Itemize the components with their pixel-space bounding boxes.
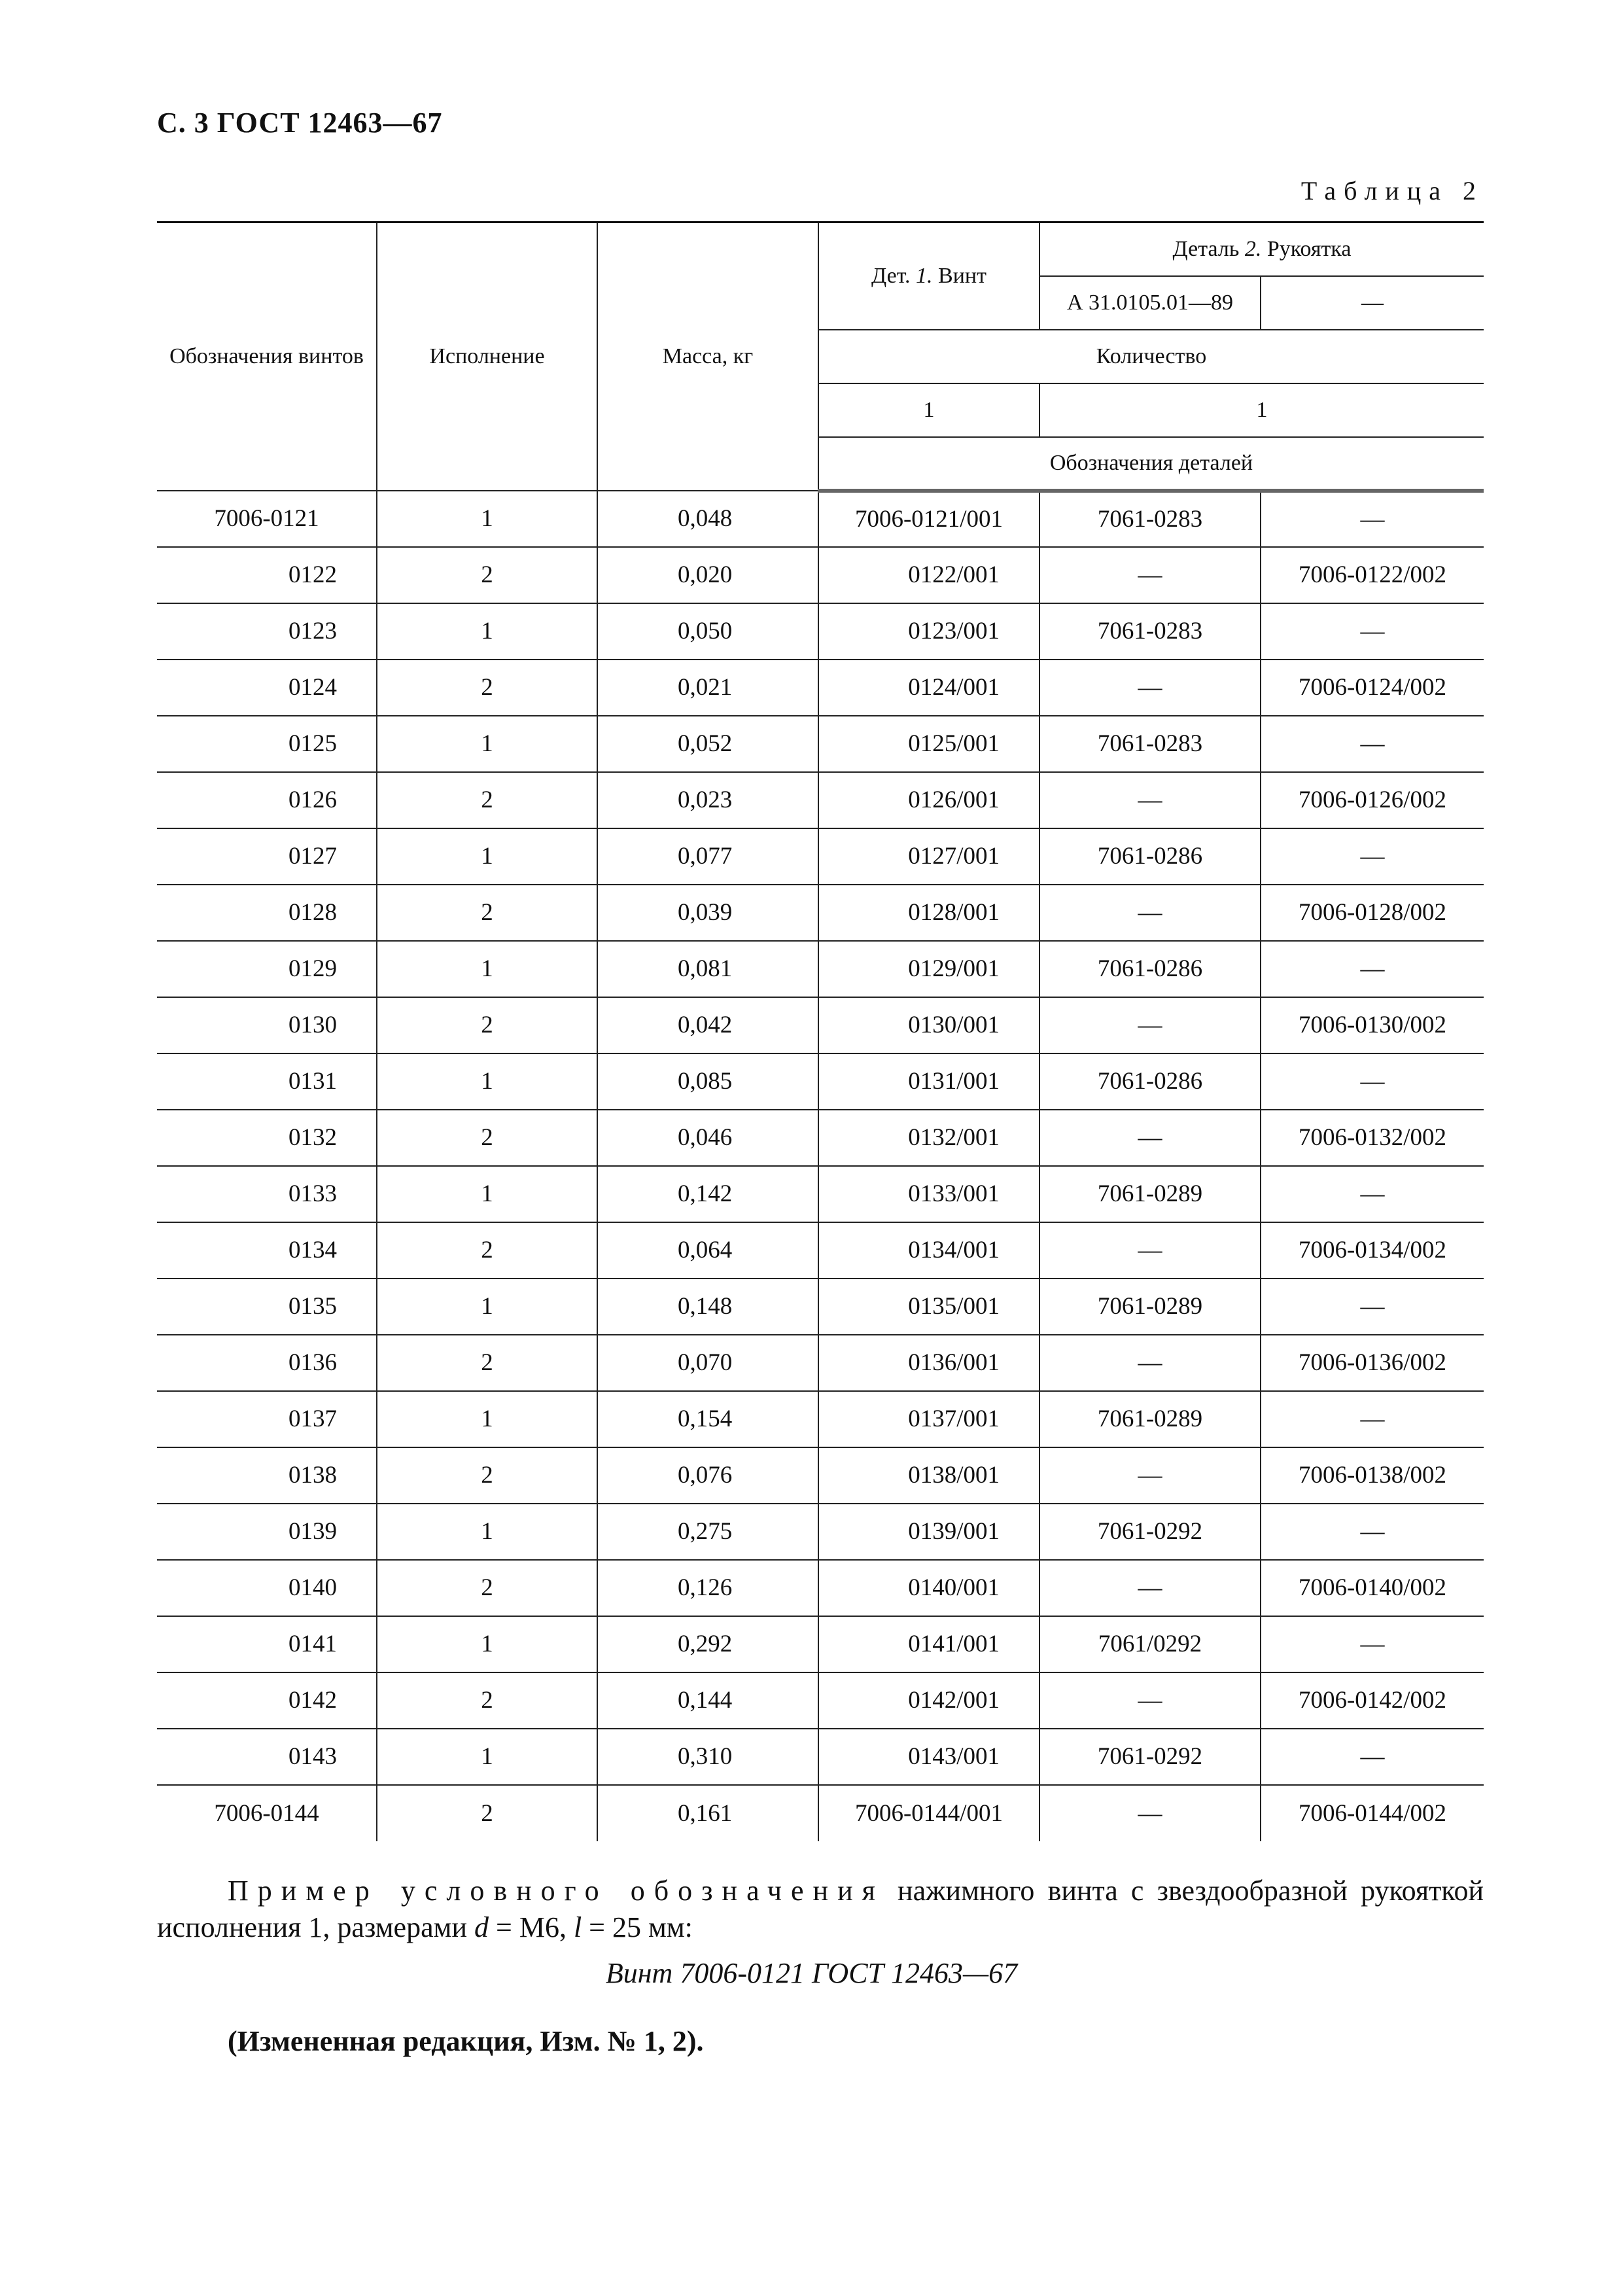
header-part-designations: Обозначения деталей [818,437,1484,491]
cell-mass: 0,042 [597,997,818,1053]
table-row [157,1616,1484,1672]
cell-part2b: 7006-0122/002 [1261,547,1484,603]
cell-part2a: 7061-0289 [1039,1279,1261,1335]
cell-designation: 0135 [157,1279,377,1335]
cell-part2b: — [1261,716,1484,772]
table-row [157,1053,1484,1110]
table-row [157,1504,1484,1560]
cell-part1: 0135/001 [818,1279,1039,1335]
cell-part2b: — [1261,491,1484,547]
cell-version: 1 [377,1616,597,1672]
cell-designation: 0142 [157,1672,377,1729]
cell-part1: 0123/001 [818,603,1039,660]
cell-part1: 7006-0144/001 [818,1785,1039,1841]
cell-part2b: — [1261,1504,1484,1560]
table-row [157,772,1484,828]
table-row [157,547,1484,603]
table-row [157,1279,1484,1335]
cell-mass: 0,161 [597,1785,818,1841]
cell-designation: 0127 [157,828,377,885]
header-part2: Деталь 2. Рукоятка [1039,222,1484,276]
cell-version: 2 [377,1447,597,1504]
cell-mass: 0,142 [597,1166,818,1222]
cell-version: 2 [377,1335,597,1391]
cell-designation: 0141 [157,1616,377,1672]
table-body [157,491,1484,1841]
table-row [157,941,1484,997]
cell-part2b: — [1261,1053,1484,1110]
cell-version: 1 [377,1166,597,1222]
cell-mass: 0,148 [597,1279,818,1335]
cell-version: 1 [377,491,597,547]
cell-version: 1 [377,1279,597,1335]
cell-designation: 0136 [157,1335,377,1391]
example-paragraph: Пример условного обозначения нажимного винта с звездообразной рукояткой исполнения 1, размерами d = М6, l = 25 мм: [157,1875,1484,1943]
cell-mass: 0,292 [597,1616,818,1672]
cell-part2a: 7061-0286 [1039,828,1261,885]
cell-part1: 0143/001 [818,1729,1039,1785]
cell-part2a: 7061-0283 [1039,491,1261,547]
cell-part1: 0133/001 [818,1166,1039,1222]
table-row [157,716,1484,772]
cell-part2a: — [1039,1335,1261,1391]
cell-part2b: 7006-0126/002 [1261,772,1484,828]
cell-part2a: — [1039,1447,1261,1504]
cell-part2a: 7061-0286 [1039,1053,1261,1110]
header-designation: Обозначения винтов [157,222,377,491]
cell-mass: 0,154 [597,1391,818,1447]
cell-mass: 0,126 [597,1560,818,1616]
cell-version: 1 [377,603,597,660]
screw-spec-table [157,221,1484,1841]
cell-designation: 0143 [157,1729,377,1785]
cell-designation: 0137 [157,1391,377,1447]
cell-part2a: — [1039,772,1261,828]
cell-mass: 0,310 [597,1729,818,1785]
cell-mass: 0,076 [597,1447,818,1504]
cell-designation: 0128 [157,885,377,941]
cell-part2a: — [1039,660,1261,716]
cell-part2b: 7006-0142/002 [1261,1672,1484,1729]
cell-part2b: 7006-0138/002 [1261,1447,1484,1504]
cell-part1: 0142/001 [818,1672,1039,1729]
cell-part2a: — [1039,1110,1261,1166]
cell-version: 2 [377,660,597,716]
table-row [157,885,1484,941]
cell-designation: 0132 [157,1110,377,1166]
cell-part2a: — [1039,997,1261,1053]
cell-designation: 0123 [157,603,377,660]
cell-part2b: — [1261,1729,1484,1785]
cell-version: 2 [377,1560,597,1616]
cell-version: 1 [377,1053,597,1110]
cell-designation: 7006-0144 [157,1785,377,1841]
table-row [157,1166,1484,1222]
cell-designation: 7006-0121 [157,491,377,547]
cell-part1: 0130/001 [818,997,1039,1053]
cell-part1: 0138/001 [818,1447,1039,1504]
cell-version: 1 [377,716,597,772]
cell-mass: 0,039 [597,885,818,941]
cell-designation: 0138 [157,1447,377,1504]
cell-part2a: 7061/0292 [1039,1616,1261,1672]
header-part2-sub1: А 31.0105.01—89 [1039,276,1261,330]
cell-mass: 0,064 [597,1222,818,1279]
cell-part1: 0127/001 [818,828,1039,885]
cell-designation: 0125 [157,716,377,772]
cell-part2b: 7006-0140/002 [1261,1560,1484,1616]
cell-part2a: 7061-0283 [1039,603,1261,660]
cell-part2b: 7006-0130/002 [1261,997,1484,1053]
table-row [157,1222,1484,1279]
cell-version: 2 [377,997,597,1053]
header-version: Исполнение [377,222,597,491]
cell-designation: 0134 [157,1222,377,1279]
header-qty1: 1 [818,383,1039,437]
designation-example: Винт 7006-0121 ГОСТ 12463—67 [605,1957,1018,1989]
header-qty2: 1 [1039,383,1484,437]
cell-designation: 0126 [157,772,377,828]
cell-mass: 0,275 [597,1504,818,1560]
cell-version: 2 [377,1222,597,1279]
cell-part1: 0140/001 [818,1560,1039,1616]
cell-part2a: — [1039,1672,1261,1729]
table-row [157,1447,1484,1504]
table-row [157,1672,1484,1729]
table-row [157,491,1484,547]
cell-mass: 0,023 [597,772,818,828]
cell-designation: 0122 [157,547,377,603]
cell-mass: 0,050 [597,603,818,660]
cell-mass: 0,085 [597,1053,818,1110]
table-row [157,660,1484,716]
cell-part2b: 7006-0132/002 [1261,1110,1484,1166]
cell-part1: 0125/001 [818,716,1039,772]
cell-part2b: 7006-0136/002 [1261,1335,1484,1391]
cell-part2b: — [1261,1279,1484,1335]
cell-mass: 0,046 [597,1110,818,1166]
table-row [157,828,1484,885]
cell-part2b: — [1261,1166,1484,1222]
cell-version: 1 [377,828,597,885]
cell-part1: 0132/001 [818,1110,1039,1166]
cell-part2a: 7061-0283 [1039,716,1261,772]
cell-mass: 0,077 [597,828,818,885]
table-row [157,603,1484,660]
cell-part2b: 7006-0124/002 [1261,660,1484,716]
table-row [157,1560,1484,1616]
amendment-note: (Измененная редакция, Изм. № 1, 2). [228,2025,704,2057]
cell-part2b: — [1261,828,1484,885]
cell-part1: 0124/001 [818,660,1039,716]
cell-version: 2 [377,885,597,941]
cell-part2b: 7006-0128/002 [1261,885,1484,941]
table-caption: Таблица 2 [1300,176,1484,205]
cell-mass: 0,070 [597,1335,818,1391]
cell-part2b: 7006-0134/002 [1261,1222,1484,1279]
cell-mass: 0,052 [597,716,818,772]
cell-part2a: — [1039,1222,1261,1279]
cell-part2a: 7061-0292 [1039,1729,1261,1785]
cell-designation: 0124 [157,660,377,716]
cell-part1: 0131/001 [818,1053,1039,1110]
header-quantity: Количество [818,330,1484,383]
cell-designation: 0129 [157,941,377,997]
cell-part2b: — [1261,1391,1484,1447]
page-header: С. 3 ГОСТ 12463—67 [157,107,443,139]
cell-version: 2 [377,547,597,603]
cell-part1: 0139/001 [818,1504,1039,1560]
cell-part2b: 7006-0144/002 [1261,1785,1484,1841]
header-part2-sub2: — [1261,276,1484,330]
cell-part2b: — [1261,1616,1484,1672]
cell-designation: 0139 [157,1504,377,1560]
table-header [157,222,1484,491]
cell-part1: 7006-0121/001 [818,491,1039,547]
cell-version: 1 [377,1504,597,1560]
cell-part2a: 7061-0289 [1039,1166,1261,1222]
cell-part1: 0129/001 [818,941,1039,997]
table-row [157,1729,1484,1785]
table-row [157,1785,1484,1841]
cell-part2b: — [1261,603,1484,660]
cell-version: 1 [377,1391,597,1447]
table-row [157,1335,1484,1391]
cell-part1: 0137/001 [818,1391,1039,1447]
example-lead: Пример условного обозначения [228,1875,884,1907]
cell-part1: 0126/001 [818,772,1039,828]
cell-part1: 0134/001 [818,1222,1039,1279]
cell-mass: 0,020 [597,547,818,603]
cell-part1: 0128/001 [818,885,1039,941]
cell-part2a: 7061-0292 [1039,1504,1261,1560]
table-row [157,1110,1484,1166]
cell-part2a: — [1039,1560,1261,1616]
cell-part1: 0122/001 [818,547,1039,603]
cell-designation: 0140 [157,1560,377,1616]
cell-part2a: — [1039,1785,1261,1841]
cell-part1: 0136/001 [818,1335,1039,1391]
cell-part2a: — [1039,547,1261,603]
cell-part2a: 7061-0289 [1039,1391,1261,1447]
cell-version: 1 [377,941,597,997]
table-row [157,997,1484,1053]
cell-version: 2 [377,1785,597,1841]
header-part1: Дет. 1. Винт [818,222,1039,330]
cell-part2a: 7061-0286 [1039,941,1261,997]
cell-mass: 0,021 [597,660,818,716]
cell-designation: 0133 [157,1166,377,1222]
cell-version: 2 [377,772,597,828]
cell-version: 2 [377,1672,597,1729]
cell-mass: 0,048 [597,491,818,547]
cell-part2a: — [1039,885,1261,941]
table-row [157,1391,1484,1447]
cell-designation: 0130 [157,997,377,1053]
header-mass: Масса, кг [597,222,818,491]
cell-designation: 0131 [157,1053,377,1110]
cell-mass: 0,081 [597,941,818,997]
cell-mass: 0,144 [597,1672,818,1729]
cell-part1: 0141/001 [818,1616,1039,1672]
cell-part2b: — [1261,941,1484,997]
cell-version: 2 [377,1110,597,1166]
cell-version: 1 [377,1729,597,1785]
